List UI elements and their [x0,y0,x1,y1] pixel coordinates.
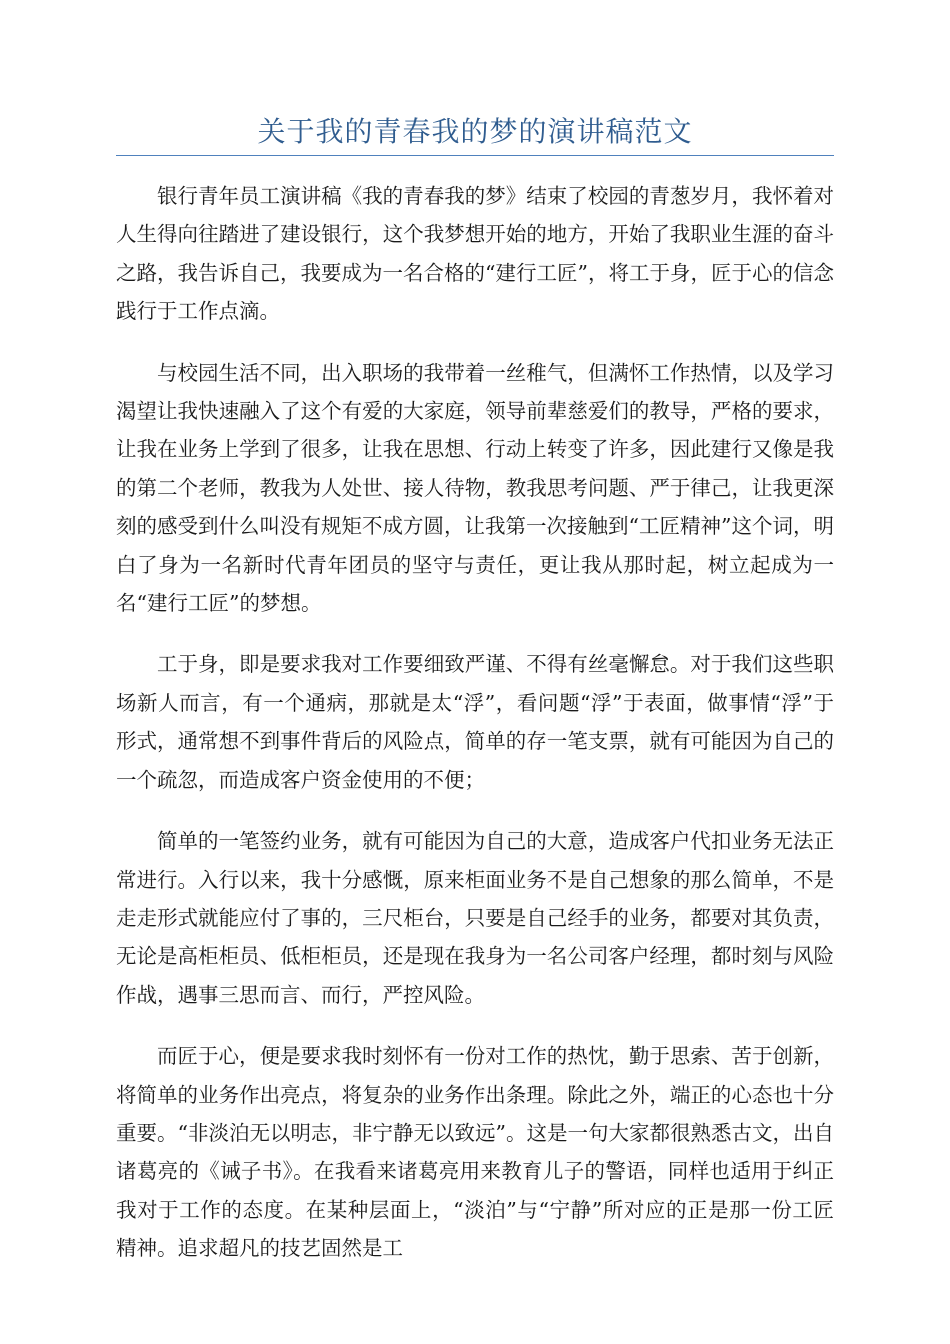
document-body [116,177,834,1291]
document-title: 关于我的青春我的梦的演讲稿范文 [257,115,693,148]
paragraph-1: 银行青年员工演讲稿《我的青春我的梦》结束了校园的青葱岁月，我怀着对人生得向往踏进了建设银行，这个我梦想开始的地方，开始了我职业生涯的奋斗之路，我告诉自己，我要成为一名合格的“建行工匠”，将工于身，匠于心的信念践行于工作点滴。 [116,184,834,324]
paragraph-2: 与校园生活不同，出入职场的我带着一丝稚气，但满怀工作热情，以及学习渴望让我快速融入了这个有爱的大家庭，领导前辈慈爱们的教导，严格的要求，让我在业务上学到了很多，让我在思想、行动上转变了许多，因此建行又像是我的第二个老师，教我为人处世、接人待物，教我思考问题、严于律己，让我更深刻的感受到什么叫没有规矩不成方圆，让我第一次接触到“工匠精神”这个词，明白了身为一名新时代青年团员的坚守与责任，更让我从那时起，树立起成为一名“建行工匠”的梦想。 [116,360,834,616]
paragraph-4: 简单的一笔签约业务，就有可能因为自己的大意，造成客户代扣业务无法正常进行。入行以来，我十分感慨，原来柜面业务不是自己想象的那么简单，不是走走形式就能应付了事的，三尺柜台，只要是自己经手的业务，都要对其负责，无论是高柜柜员、低柜柜员，还是现在我身为一名公司客户经理，都时刻与风险作战，遇事三思而言、而行，严控风险。 [116,829,834,1007]
paragraph-3: 工于身，即是要求我对工作要细致严谨、不得有丝毫懈怠。对于我们这些职场新人而言，有一个通病，那就是太“浮”，看问题“浮”于表面，做事情“浮”于形式，通常想不到事件背后的风险点，简单的存一笔支票，就有可能因为自己的一个疏忽，而造成客户资金使用的不便； [116,652,834,792]
paragraph-5: 而匠于心，便是要求我时刻怀有一份对工作的热忱，勤于思索、苦于创新，将简单的业务作出亮点，将复杂的业务作出条理。除此之外，端正的心态也十分重要。“非淡泊无以明志，非宁静无以致远”。这是一句大家都很熟悉古文，出自诸葛亮的《诫子书》。在我看来诸葛亮用来教育儿子的警语，同样也适用于纠正我对于工作的态度。在某种层面上，“淡泊”与“宁静”所对应的正是那一份工匠精神。追求超凡的技艺固然是工 [116,1044,834,1261]
title-underline [116,155,834,156]
